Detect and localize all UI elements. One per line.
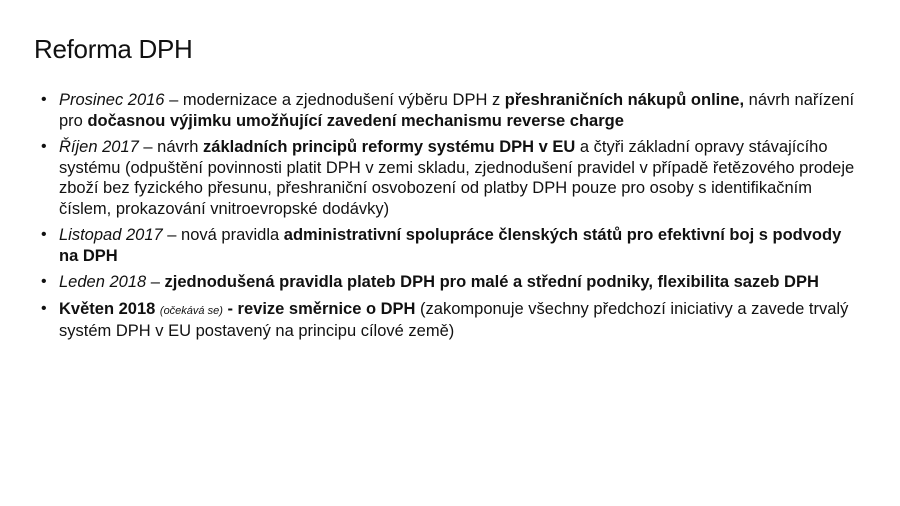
bullet-icon: • [41,299,47,317]
item-text: nová pravidla [181,226,284,244]
bullet-icon: • [41,91,47,108]
bullet-icon: • [41,138,47,155]
item-text: (zakomponuje všechny předchozí iniciativy a zavede trvalý systém DPH v EU postavený na principu cílové země) [59,299,849,340]
item-date: Leden 2018 [59,273,147,291]
item-separator: – [138,138,158,156]
item-date: Prosinec 2016 [59,91,165,109]
item-date: Květen 2018 [59,299,156,318]
item-separator: – [146,273,165,291]
item-date: Říjen 2017 [59,138,139,156]
item-bold-text: - revize směrnice o DPH [222,299,416,318]
bullet-list [38,90,858,342]
item-bold-text: zjednodušená pravidla plateb DPH pro malé a střední podniky, flexibilita sazeb DPH [164,273,819,291]
item-separator: – [164,91,183,109]
list-item [38,225,858,266]
list-item [38,137,858,219]
list-item [38,299,858,342]
slide-title: Reforma DPH [34,34,193,64]
item-text: návrh nařízení pro [59,91,855,130]
bullet-icon: • [41,273,47,290]
item-text: návrh [157,138,204,156]
item-date: Listopad 2017 [59,226,163,244]
item-bold-text: administrativní spolupráce členských států pro efektivní boj s podvody na DPH [59,226,842,265]
item-bold-text: dočasnou výjimku umožňující zavedení mechanismu reverse charge [87,111,624,130]
item-note: (očekává se) [159,304,223,317]
list-item [38,90,858,131]
item-text: a čtyři základní opravy stávajícího systému (odpuštění povinnosti platit DPH v zemi skladu, zjednodušení pravidel v případě řetězového prodeje zboží bez fyzického přesunu, přeshraniční osvobození od platby DPH pouze pro osoby s identifikačním číslem, prokazování vnitroevropské dodávky) [59,138,855,218]
item-separator: – [162,226,182,244]
item-bold-text: základních principů reformy systému DPH v EU [203,138,576,156]
item-bold-text: přeshraničních nákupů online, [504,91,745,109]
list-item [38,272,858,293]
bullet-icon: • [41,226,47,243]
item-text: modernizace a zjednodušení výběru DPH z [182,91,505,109]
